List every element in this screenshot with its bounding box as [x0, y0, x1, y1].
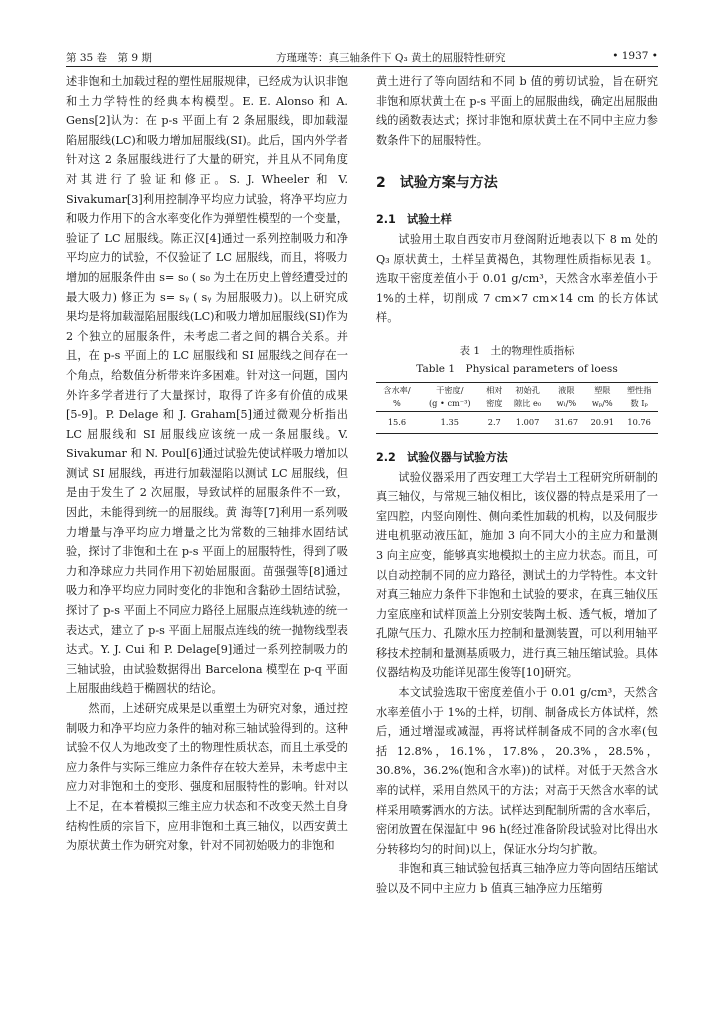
table-1-caption-cn: 表 1 土的物理性质指标: [459, 344, 575, 357]
cell-plasticity-index: 10.76: [627, 416, 651, 427]
table-header-row: [376, 382, 658, 411]
header-liquid-limit: 液限 wₗ/%: [556, 384, 577, 408]
cell-plastic-limit: 20.91: [590, 416, 615, 427]
left-paragraph-2: 然而，上述研究成果是以重塑土为研究对象，通过控制吸力和净平均应力条件的轴对称三轴试验得到的。这种试验不仅人为地改变了土的物理性质状态，而且土承受的应力条件与实际三维应力条件存在较大差异，未考虑中主应力对非饱和土的变形、强度和屈服特性的影响。针对以上不足，在本着模拟三维主应力状态和不改变天然土自身结构性质的宗旨下，应用非饱和土真三轴仪，以西安黄土为原状黄土作为研究对象，针对不同初始吸力的非饱和: [66, 702, 348, 853]
running-title: 方瑾瑾等：真三轴条件下 Q₃ 黄土的屈服特性研究: [276, 52, 506, 64]
left-paragraph-1: 述非饱和土加载过程的塑性屈服规律，已经成为认识非饱和土力学特性的经典本构模型。E. E. Alonso 和 A. Gens[2]认为：在 p-s 平面上有 2 条屈服线，即加载湿陷屈服线(LC)和吸力增加屈服线(SI)。此后，国内外学者针对这 2 条屈服线进行了大量的研究，并且从不同角度对其进行了验证和修正。S. J. Wheeler 和 V. Sivakumar[3]利用控制净平均应力试验，将净平均应力和吸力作用下的含水率变化作为弹塑性模型的一个变量，验证了 LC 屈服线。陈正汉[4]通过一系列控制吸力和净平均应力的试验，不仅验证了 LC 屈服线，而且，将吸力增加的屈服条件由 s= s₀ ( s₀ 为土在历史上曾经遭受过的最大吸力) 修正为 s= sᵧ ( sᵧ 为屈服吸力)。以上研究成果均是将加载湿陷屈服线(LC)和吸力增加屈服线(SI)作为 2 个独立的屈服条件，未考虑二者之间的耦合关系。并且，在 p-s 平面上的 LC 屈服线和 SI 屈服线之间存在一个角点，给数值分析带来许多困难。针对这一问题，国内外许多学者进行了大量探讨，取得了许多有价值的成果[5-9]。P. Delage 和 J. Graham[5]通过微观分析指出 LC 屈服线和 SI 屈服线应该统一成一条屈服线。V. Sivakumar 和 N. Poul[6]通过试验先使试样吸力增加以测试 SI 屈服线，再进行加载湿陷以测试 LC 屈服线，但是由于发生了 2 次屈服，导致试样的屈服条件不一致，因此，未能得到统一的屈服线。黄 海等[7]利用一系列吸力增量与净平均应力增量之比为常数的三轴排水固结试验，探讨了非饱和土在 p-s 平面上的屈服特性，得到了吸力和净球应力共同作用下初始屈服面。苗强强等[8]通过吸力和净平均应力同时变化的非饱和含黏砂土固结试验，探讨了 p-s 平面上不同应力路径上屈服点连线轨迹的统一表达式，建立了 p-s 平面上屈服点连线的统一抛物线型表达式。Y. J. Cui 和 P. Delage[9]通过一系列控制吸力的三轴试验，由试验数据得出 Barcelona 模型在 p-q 平面上屈服曲线趋于椭圆状的结论。: [66, 75, 348, 696]
cell-liquid-limit: 31.67: [554, 416, 579, 427]
page-number: • 1937 •: [612, 50, 658, 62]
subsection-2-2-text-1: 试验仪器采用了西安理工大学岩土工程研究所研制的真三轴仪，与常规三轴仪相比，该仪器的特点是采用了一室四腔，内竖向刚性、侧向柔性加载的机构，以及伺服步进电机驱动液压缸，施加 3 向不同大小的主应力和量测 3 向主应变，能够真实地模拟土的主应力状态。而且，可以自动控制不同的应力路径，测试土的力学特性。本文针对真三轴应力条件下非饱和土试验的要求，在真三轴仪压力室底座和试样顶盖上分别安装陶土板、透气板，增加了孔隙气压力、孔隙水压力控制和量测装置，可以利用轴平移技术控制和量测基质吸力，进行真三轴压缩试验。具体仪器结构及功能详见邵生俊等[10]研究。: [376, 470, 658, 680]
subsection-2-1-text: 试验用土取自西安市月登阁附近地表以下 8 m 处的 Q₃ 原状黄土，土样呈黄褐色，其物理性质指标见表 1。选取干密度差值小于 0.01 g/cm³，天然含水率差值小于 1%的土样，切削成 7 cm×7 cm×14 cm 的长方体试样。: [376, 232, 658, 325]
subsection-2-2-title: 2.2 试验仪器与试验方法: [376, 450, 508, 464]
running-header: [66, 46, 658, 67]
cell-void-ratio: 1.007: [515, 416, 540, 427]
header-specific-gravity: 相对 密度: [486, 384, 503, 408]
subsection-2-2-text-2: 本文试验选取干密度差值小于 0.01 g/cm³，天然含水率差值小于 1%的土样，切削、制备成长方体试样，然后，通过增湿或减湿，再将试样制备成不同的含水率(包括 12.8%，16.1%，17.8%，20.3%，28.5%，30.8%，36.2%(饱和含水率))的试样。对低于天然含水率的试样，采用自然风干的方法；对高于天然含水率的试样采用喷雾洒水的方法。试样达到配制所需的含水率后，密闭放置在保湿缸中 96 h(经过准备阶段试验对比得出水分转移均匀的时间)以上，保证水分均匀扩散。: [376, 686, 658, 856]
header-water-content: 含水率/ %: [383, 384, 411, 408]
subsection-2-1-title: 2.1 试验土样: [376, 213, 452, 227]
right-column: [376, 72, 658, 1012]
volume-issue: 第 35 卷 第 9 期: [66, 52, 152, 64]
right-paragraph-1: 黄土进行了等向固结和不同 b 值的剪切试验，旨在研究非饱和原状黄土在 p-s 平面上的屈服曲线，确定出屈服曲线的函数表达式；探讨非饱和原状黄土在不同中主应力参数条件下的屈服特性。: [376, 75, 658, 147]
cell-water-content: 15.6: [387, 416, 407, 427]
left-column: [66, 72, 348, 1012]
header-plasticity-index: 塑性指 数 Iₚ: [626, 384, 652, 408]
cell-specific-gravity: 2.7: [487, 416, 501, 427]
header-dry-density: 干密度/ (g • cm⁻³): [428, 384, 471, 408]
header-void-ratio: 初始孔 隙比 e₀: [514, 384, 542, 408]
header-plastic-limit: 塑限 wₚ/%: [591, 384, 613, 408]
table-1-physical-parameters: [376, 382, 658, 434]
section-2-title: 2 试验方案与方法: [376, 175, 498, 192]
subsection-2-2-text-3: 非饱和真三轴试验包括真三轴净应力等向固结压缩试验以及不同中主应力 b 值真三轴净应力压缩剪: [376, 862, 658, 895]
table-1-caption-en: Table 1 Physical parameters of loess: [416, 362, 618, 375]
table-row: [376, 411, 658, 433]
cell-dry-density: 1.35: [440, 416, 459, 427]
